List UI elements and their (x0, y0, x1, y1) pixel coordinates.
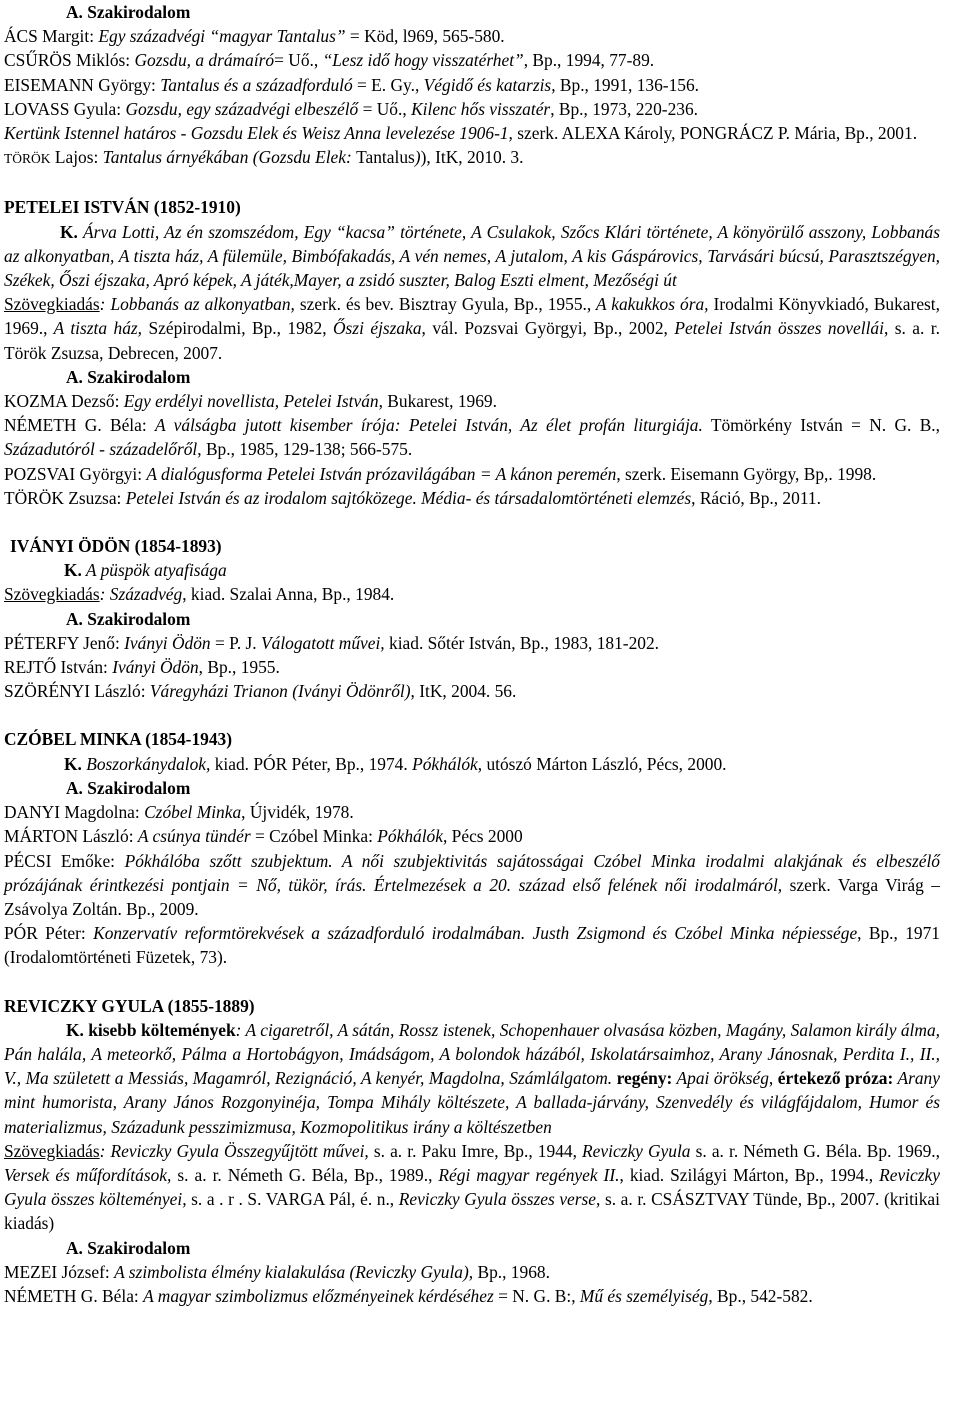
text-span: A dialógusforma Petelei István prózavilágában = A kánon peremén (146, 463, 617, 484)
works-list (4, 558, 940, 582)
text-edition (4, 582, 940, 606)
bib-entry (4, 413, 940, 461)
source: ), ItK, 2010. 3. (420, 147, 524, 168)
source: , Bp., 1994, 77-89. (523, 50, 655, 71)
title: Végidő és katarzis (423, 74, 552, 95)
text-span: : A cigaretről, A sátán, Rossz istenek, Schopenhauer olvasása közben, Magány, Salamon király álma, Pán halála, A meteorkő, Pálma a Hortobágyon, Imádságom, A bolondok házából, Iskolatársaimhoz, Arany Jánosnak, Perdita I., II., V., Ma született a Messiás, Magamról, Rezignáció, A kenyér, Magdolna, Számlálgatom. (4, 1019, 940, 1089)
source: , Bp., 1991, 136-156. (551, 74, 700, 95)
text-span: Iványi Ödön (124, 632, 211, 653)
section-heading: A. Szakirodalom (66, 366, 191, 387)
text-span: Boszorkánydalok, (81, 753, 211, 774)
text-span: = N. G. B:, (493, 1285, 580, 1306)
text-span: TÖRÖK Zsuzsa: (4, 487, 126, 508)
bib-entry (4, 849, 940, 922)
text-edition (4, 1139, 940, 1236)
text-span: Reviczky Gyula összes költeményei, (4, 1164, 940, 1210)
text-span: A szimbolista élmény kialakulása (Reviczky Gyula), (114, 1261, 474, 1282)
author-heading: PETELEI ISTVÁN (1852-1910) (4, 197, 241, 218)
bib-entry (4, 1260, 940, 1284)
text-span: K. kisebb költemények (66, 1019, 236, 1040)
text-span: A püspök atyafisága (81, 560, 227, 581)
text-span: K. (64, 753, 82, 774)
text-span: MEZEI József: (4, 1261, 115, 1282)
text-span: NÉMETH G. Béla: (4, 1285, 144, 1306)
title: Kertünk Istennel határos - Gozsdu Elek és Weisz Anna levelezése 1906-1, (4, 123, 513, 144)
text-span: : Lobbanás az alkonyatban, (99, 294, 295, 315)
text-span: s. a . r . S. VARGA Pál, é. n., (186, 1189, 395, 1210)
bib-entry (4, 73, 940, 97)
bib-entry (4, 389, 940, 413)
text-span: Váregyházi Trianon (Iványi Ödönről) (149, 681, 411, 702)
section-heading: A. Szakirodalom (66, 2, 191, 22)
title: Kilenc hős visszatér (411, 98, 551, 119)
bib-entry (4, 655, 940, 679)
text-span: , s. a. r. Török Zsuzsa, Debrecen, 2007. (4, 318, 940, 363)
author: EISEMANN György: (4, 74, 161, 95)
text-span: A magyar szimbolizmus előzményeinek kérdéséhez (143, 1285, 494, 1306)
text-span: s. a. r. Németh G. Béla, Bp., 1989., (171, 1164, 433, 1185)
source: = Uő., (358, 98, 412, 119)
text-span: A tiszta ház, (47, 318, 143, 339)
text-span: szerk. Varga Virág – Zsávolya Zoltán. Bp., 2009. (4, 874, 940, 919)
text-span: K. (64, 560, 82, 581)
text-span: DANYI Magdolna: (4, 802, 145, 823)
source: = E. Gy., (352, 74, 424, 95)
text-span: , Bp., 542-582. (708, 1285, 813, 1306)
text-span: Mű és személyiség (579, 1285, 709, 1306)
title: Tantalus (356, 147, 415, 168)
text-span: Apai örökség (672, 1068, 769, 1089)
text-span: Reviczky Gyula összes verse, (394, 1189, 601, 1210)
text-span: Pókhálóba szőtt szubjektum. A női szubjektivitás sajátosságai Czóbel Minka irodalmi alakjának és elbeszélő prózájának érintkezési pontjain = Nő, tükör, írás. Értelmezések a 20. század első felének női irodalmáról, (4, 850, 940, 895)
author: TÖRÖK (4, 151, 51, 167)
text-span: , ItK, 2004. 56. (410, 681, 517, 702)
source: = Köd, l969, 565-580. (345, 26, 505, 47)
author-heading: IVÁNYI ÖDÖN (1854-1893) (10, 536, 222, 557)
text-span: Őszi éjszaka (326, 318, 422, 339)
source: szerk. ALEXA Károly, PONGRÁCZ P. Mária, Bp., 2001. (512, 123, 918, 144)
bib-entry (4, 1284, 940, 1308)
text-span: , Bukarest, 1969. (378, 391, 497, 412)
author: CSŰRÖS Miklós: (4, 50, 135, 71)
text-span: szerk. és bev. Bisztray Gyula, Bp., 1955., (294, 294, 592, 315)
text-span: kiad. Sőtér István, Bp., 1983, 181-202. (384, 632, 660, 653)
text-span: , Bp., 1985, 129-138; 566-575. (197, 439, 413, 460)
text-span: POZSVAI Györgyi: (4, 463, 147, 484)
text-span: Századutóról - századelőről (4, 439, 198, 460)
text-span: , (768, 1068, 774, 1089)
text-span: Szépirodalmi, Bp., 1982, (142, 318, 327, 339)
bib-entry: TÖRÖK Lajos: Tantalus árnyékában (Gozsdu Elek: Tantalus)), ItK, 2010. 3. (4, 147, 524, 168)
author-heading: REVICZKY GYULA (1855-1889) (4, 995, 255, 1016)
text-span: MÁRTON László: (4, 826, 138, 847)
text-span: s. a. r. CSÁSZTVAY Tünde, Bp., 2007. (kritikai kiadás) (4, 1189, 940, 1234)
text-span: Petelei István és az irodalom sajtóközege. Média- és társadalomtörténeti elemzés (125, 487, 692, 508)
text-span: Régi magyar regények II. (432, 1164, 620, 1185)
author: ÁCS Margit: (4, 26, 99, 47)
bib-entry (4, 824, 940, 848)
text-span: KOZMA Dezső: (4, 391, 124, 412)
text-span: , szerk. Eisemann György, Bp,. 1998. (616, 463, 877, 484)
title: Tantalus árnyékában (Gozsdu Elek: (102, 147, 357, 168)
text-span: PÓR Péter: (4, 923, 94, 944)
text-span: , Újvidék, 1978. (241, 802, 354, 823)
text-edition (4, 292, 940, 365)
works: Árva Lotti, Az én szomszédom, Egy “kacsa” története, A Csulakok, Szőcs Klári története, A könyörülő asszony, Lobbanás az alkonyatban, A tiszta ház, A fülemüle, Bimbófakadás, A vén nemes, A jutalom, A kis Gáspárovics, Tarvásári búcsú, Parasztszégyen, Székek, Őszi éjszaka, Apró képek, A játék,Mayer, a zsidó suszter, Balog Eszti elment, Mezőségi út (4, 221, 940, 291)
section-heading: A. Szakirodalom (66, 1237, 191, 1258)
text-span: s. a. r. Paku Imre, Bp., 1944, (368, 1140, 577, 1161)
text-span: Egy erdélyi novellista, Petelei István (123, 391, 379, 412)
text-span: , Ráció, Bp., 2011. (691, 487, 821, 508)
works-list (4, 220, 940, 293)
text-span: Bp., 1968. (473, 1261, 550, 1282)
text-span: PÉTERFY Jenő: (4, 632, 125, 653)
text-span: Czóbel Minka (144, 802, 242, 823)
title: Gozsdu, egy századvégi elbeszélő (125, 98, 359, 119)
text-span: = P. J. (210, 632, 261, 653)
text-span: = Czóbel Minka: (250, 826, 378, 847)
bib-entry (4, 486, 940, 510)
text-span: SZÖRÉNYI László: (4, 681, 150, 702)
bib-entry (4, 24, 940, 48)
text-span: A válságba jutott kisember írója: Petelei István, Az élet profán liturgiája. (155, 415, 703, 436)
bib-entry (4, 631, 940, 655)
text-span: Iványi Ödön (112, 657, 199, 678)
title: Tantalus és a századforduló (160, 74, 353, 95)
source: = Uő., (274, 50, 323, 71)
text-span: Szövegkiadás (4, 1140, 100, 1161)
label: K. (60, 221, 78, 242)
text-span: REJTŐ István: (4, 657, 113, 678)
text-span: kiad. PÓR Péter, Bp., 1974. (210, 753, 408, 774)
text-span: Pókhálók (407, 753, 478, 774)
source: , Bp., 1973, 220-236. (550, 98, 699, 119)
label: Szövegkiadás (4, 294, 100, 315)
text-span: , Pécs 2000 (442, 826, 523, 847)
text-span: PÉCSI Emőke: (4, 850, 125, 871)
text-span: Válogatott művei, (261, 632, 385, 653)
text-span: : Századvég (99, 584, 183, 605)
bib-entry (4, 121, 940, 145)
works-list (4, 752, 940, 776)
title: Gozsdu, a drámaíró (134, 50, 275, 71)
text-span: : Reviczky Gyula Összegyűjtött művei, (99, 1140, 369, 1161)
text-span: , kiad. Szalai Anna, Bp., 1984. (182, 584, 395, 605)
text-span: Arany mint humorista, Arany János Rozgonyinéja, Tompa Mihály költészete, A ballada-járvány, Szenvedély és világfájdalom, Humor és materializmus, Századunk pesszimizmusa, Kozmopolitikus irány a költészetben (4, 1068, 940, 1137)
text-span: , utószó Márton László, Pécs, 2000. (477, 753, 727, 774)
text-span: A kakukkos óra, (591, 294, 709, 315)
text-span: Petelei István összes novellái (667, 318, 884, 339)
bib-entry (4, 679, 940, 703)
bib-entry (4, 97, 940, 121)
author-heading: CZÓBEL MINKA (1854-1943) (4, 729, 233, 750)
text-span: Konzervatív reformtörekvések a századforduló irodalmában. Justh Zsigmond és Czóbel Minka népiessége (93, 923, 858, 944)
text-span: Versek és műfordítások, (4, 1164, 172, 1185)
text-span: Szövegkiadás (4, 584, 100, 605)
text-span: A csúnya tündér (137, 826, 251, 847)
text-span: , vál. Pozsvai Györgyi, Bp., 2002, (421, 318, 668, 339)
bib-entry (4, 462, 940, 486)
works-list (4, 1018, 940, 1139)
bib-entry (4, 48, 940, 72)
bib-entry (4, 800, 940, 824)
section-heading: A. Szakirodalom (66, 608, 191, 629)
text-span: s. a. r. Németh G. Béla. Bp. 1969., (690, 1140, 940, 1161)
text-span: értekező próza: (773, 1068, 894, 1089)
text-span: , Bp., 1971 (Irodalomtörténeti Füzetek, 73). (4, 923, 940, 968)
text-span: Pókhálók (377, 826, 443, 847)
title: “Lesz idő hogy visszatérhet” (322, 50, 524, 71)
text-span: Reviczky Gyula (576, 1140, 691, 1161)
text-span: regény: (612, 1068, 673, 1089)
bib-entry (4, 921, 940, 969)
title: Egy századvégi “magyar Tantalus” (98, 26, 346, 47)
author: LOVASS Gyula: (4, 98, 126, 119)
text-span: NÉMETH G. Béla: (4, 415, 156, 436)
text-span: , kiad. Szilágyi Márton, Bp., 1994., (619, 1164, 874, 1185)
text-span: , Bp., 1955. (198, 657, 280, 678)
text-span: Tömörkény István = N. G. B., (702, 415, 940, 436)
text-span: Irodalmi Könyvkiadó, Bukarest, 1969., (4, 294, 940, 339)
section-heading: A. Szakirodalom (66, 777, 191, 798)
author: Lajos: (50, 147, 103, 168)
